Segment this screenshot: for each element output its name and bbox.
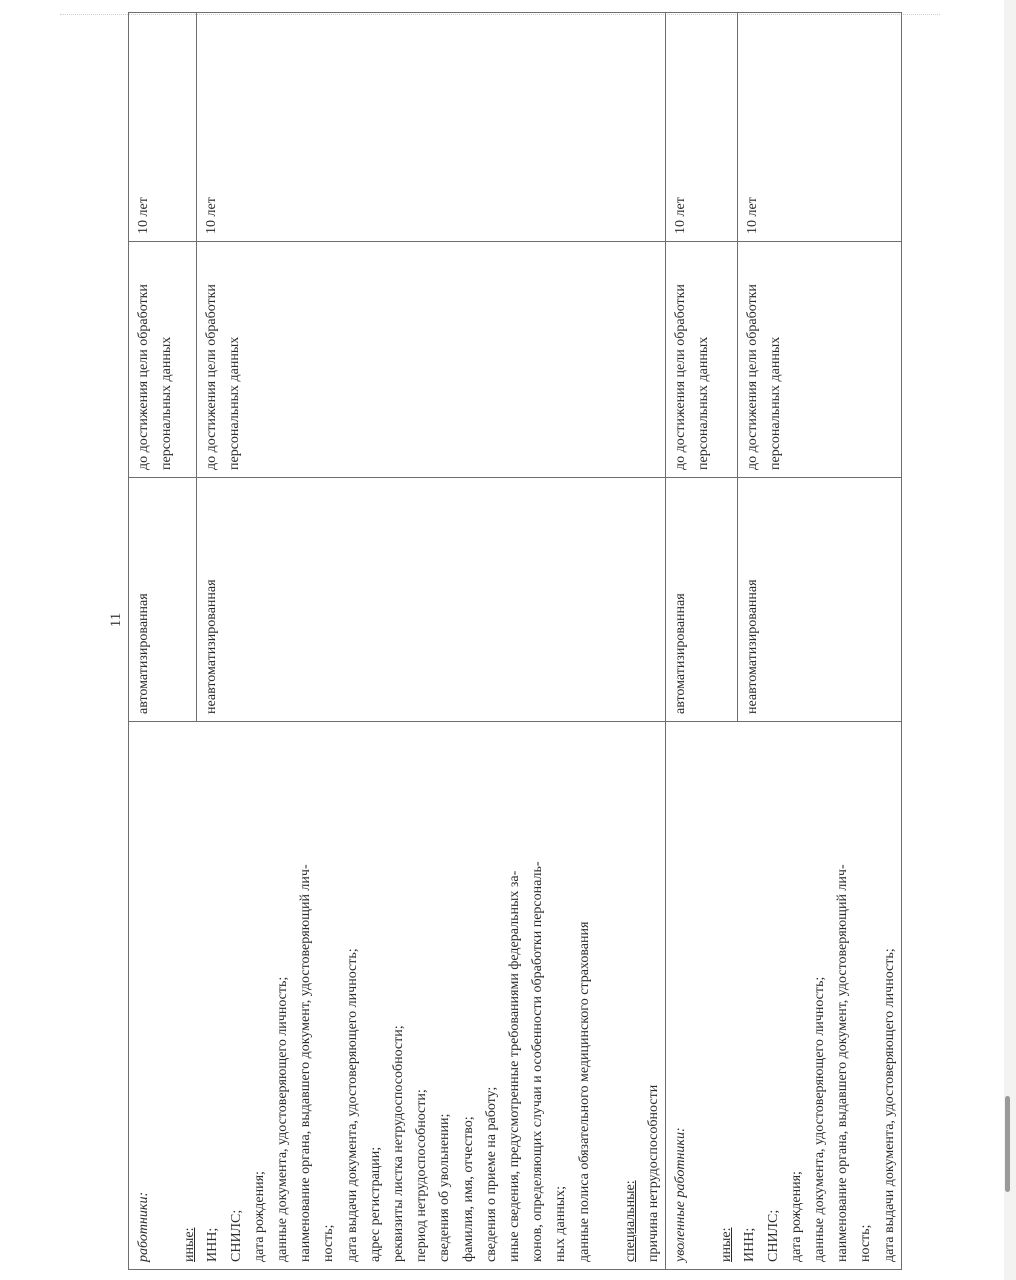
processing-method: автоматизированная [673,593,688,714]
list-item: СНИЛС; [228,1209,244,1262]
list-item: адрес регистрации; [367,1146,383,1262]
list-item: реквизиты листка нетрудоспособности; [391,1025,407,1262]
list-item: наименование органа, выдавшего документ, удостоверяющий лич- [298,864,314,1262]
list-item: конов, определяющих случаи и особенности обработки персональ- [530,861,546,1262]
processing-method: неавтоматизированная [204,579,219,714]
scrollbar-thumb[interactable] [1005,1096,1010,1192]
retention-period: 10 лет [136,197,151,234]
list-item: наименование органа, выдавшего документ, удостоверяющий лич- [835,864,851,1262]
subheading-special: специальные: [622,1180,638,1262]
list-item: ИНН; [205,1227,221,1262]
processing-period: до достижения цели обработки персональных данных [673,284,712,470]
list-item: сведения об увольнении; [437,1113,453,1262]
list-item: данные документа, удостоверяющего личность; [812,976,828,1262]
dismissed-employees-data-categories [665,722,902,1270]
list-item: данные полиса обязательного медицинского страхования [576,921,592,1262]
retention-period: 10 лет [204,197,219,234]
retention-period: 10 лет [745,197,760,234]
group-title: уволенные работники: [673,1127,688,1262]
retention-period: 10 лет [673,197,688,234]
processing-period: до достижения цели обработки персональных данных [204,284,243,470]
subheading-other: иные: [182,1227,198,1262]
list-item: дата рождения; [788,1171,804,1262]
list-item: ность; [321,1224,337,1262]
subheading-other: иные: [719,1227,735,1262]
list-item: фамилия, имя, отчество; [460,1116,476,1262]
list-item: СНИЛС; [765,1209,781,1262]
list-item: ных данных; [553,1185,569,1262]
list-item: иные сведения, предусмотренные требованиями федеральных за- [507,870,523,1262]
processing-period: до достижения цели обработки персональных данных [745,284,784,470]
processing-period: до достижения цели обработки персональных данных [136,284,175,470]
list-item: данные документа, удостоверяющего личность; [275,976,291,1262]
list-item: ность; [858,1224,874,1262]
data-retention-table [128,12,902,1270]
list-item: дата выдачи документа, удостоверяющего личность; [344,948,360,1262]
list-item: сведения о приеме на работу; [483,1086,499,1262]
processing-method: автоматизированная [136,593,151,714]
list-item: дата выдачи документа, удостоверяющего личность; [881,948,897,1262]
list-item: дата рождения; [251,1171,267,1262]
list-item: ИНН; [742,1227,758,1262]
employees-data-categories [128,722,665,1270]
list-item: период нетрудоспособности; [414,1089,430,1262]
processing-method: неавтоматизированная [745,579,760,714]
page-number: 11 [108,612,124,628]
list-item: причина нетрудоспособности [646,1084,662,1262]
group-title: работники: [136,1191,151,1262]
